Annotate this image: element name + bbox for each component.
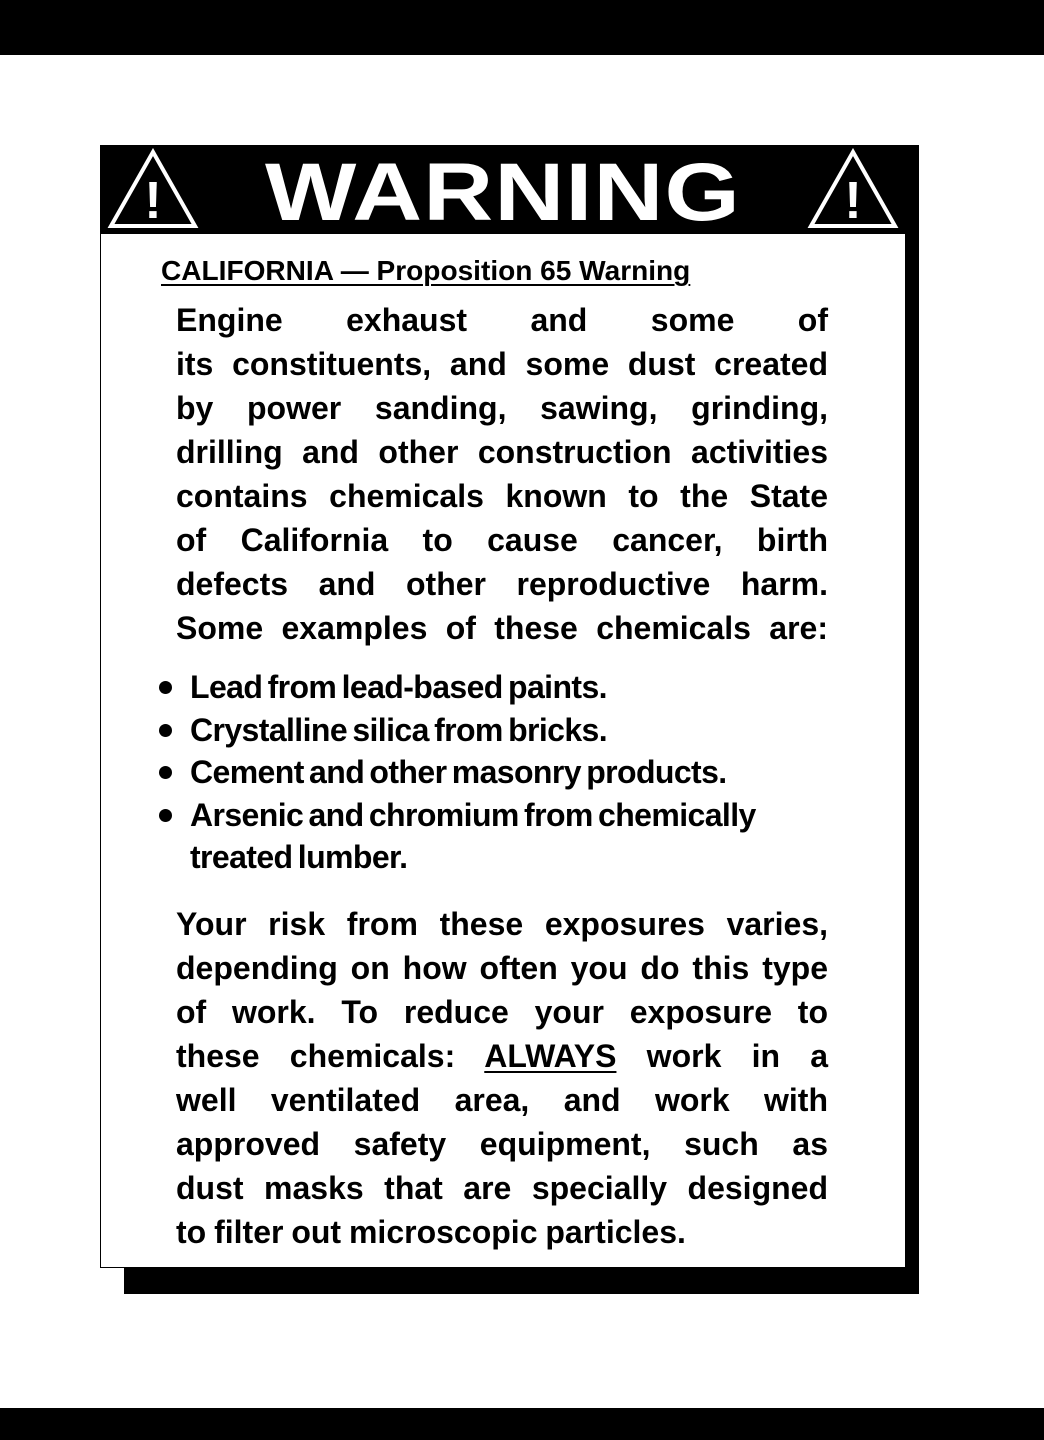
list-item: Crystalline silica from bricks. [157, 709, 837, 752]
risk-paragraph [176, 902, 828, 1254]
intro-line: of California to cause cancer, birth [176, 522, 828, 558]
risk-line: these chemicals: ALWAYS work in a [176, 1038, 829, 1074]
intro-line: its constituents, and some dust created [176, 346, 828, 382]
intro-line: Engine exhaust and some of [176, 302, 828, 338]
list-item: Lead from lead-based paints. [157, 666, 837, 709]
intro-line: contains chemicals known to the State [176, 478, 828, 514]
risk-line: to filter out microscopic particles. [176, 1214, 686, 1250]
risk-line: Your risk from these exposures varies, [176, 906, 828, 942]
warning-title: WARNING [265, 147, 741, 238]
bullet-dot [159, 681, 172, 694]
warning-triangle-icon [807, 148, 899, 230]
intro-paragraph [176, 298, 828, 650]
warning-header [101, 146, 905, 238]
risk-line: approved safety equipment, such as [176, 1126, 828, 1162]
bullet-dot [159, 766, 172, 779]
risk-line: depending on how often you do this type [176, 950, 828, 986]
warning-label [100, 145, 906, 1268]
list-item: Arsenic and chromium from chemically treated lumber. [157, 794, 837, 879]
intro-line: drilling and other construction activities [176, 434, 828, 470]
always-emphasis: ALWAYS [484, 1038, 617, 1074]
top-black-band [0, 0, 1044, 55]
list-item: Cement and other masonry products. [157, 751, 837, 794]
prop65-subtitle: CALIFORNIA — Proposition 65 Warning [161, 255, 691, 286]
intro-line: Some examples of these chemicals are: [176, 610, 828, 646]
intro-line: by power sanding, sawing, grinding, [176, 390, 828, 426]
risk-line: well ventilated area, and work with [176, 1082, 828, 1118]
intro-line: defects and other reproductive harm. [176, 566, 828, 602]
risk-line: of work. To reduce your exposure to [176, 994, 828, 1030]
bullet-dot [159, 809, 172, 822]
bullet-dot [159, 724, 172, 737]
warning-glyph: ! [844, 172, 862, 230]
chemical-examples-list [157, 666, 837, 879]
bottom-black-band [0, 1408, 1044, 1440]
warning-glyph: ! [144, 172, 162, 230]
risk-line: dust masks that are specially designed [176, 1170, 828, 1206]
